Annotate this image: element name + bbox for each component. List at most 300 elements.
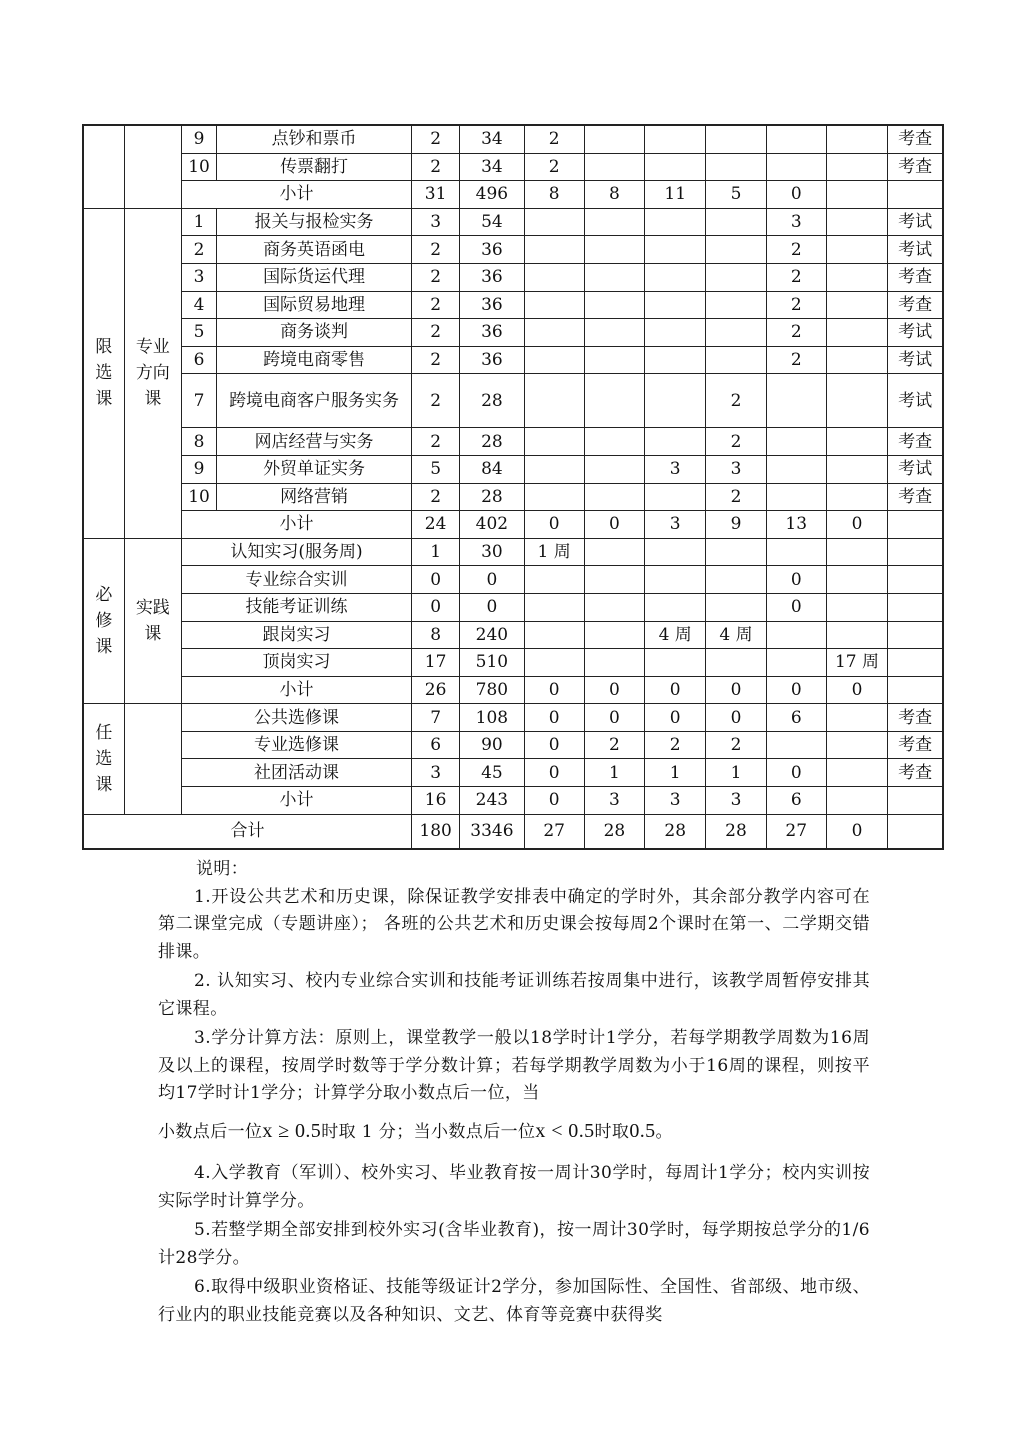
cell-hours: 45	[460, 759, 524, 787]
cell-exam: 考查	[888, 125, 943, 153]
cell-s6	[826, 374, 887, 428]
cell-s3	[645, 538, 706, 566]
course-name: 外贸单证实务	[217, 455, 412, 483]
subtotal-s3: 3	[645, 511, 706, 539]
math-expr-ge: x ≥ 0.5	[262, 1119, 322, 1142]
cell-s4	[706, 263, 766, 291]
note-3-text-c: 时取	[594, 1121, 630, 1142]
cell-hours: 34	[460, 153, 524, 181]
cell-exam: 考试	[888, 319, 943, 347]
course-name: 顶岗实习	[181, 649, 411, 677]
table-row	[83, 649, 943, 677]
cell-credit: 1	[412, 538, 460, 566]
table-row	[83, 759, 943, 787]
note-3: 3.学分计算方法：原则上，课堂教学一般以18学时计1学分，若每学期教学周数为16周及以上的课程，按周学时数等于学分数计算；若每学期教学周数为小于16周的课程，则按平均17学时计1学分；计算学分取小数点后一位，当	[158, 1028, 870, 1103]
subtotal-s5: 6	[766, 787, 826, 815]
table-row	[83, 125, 943, 153]
course-schedule-table	[82, 124, 944, 850]
course-number: 6	[181, 346, 216, 374]
cell-s6	[826, 153, 887, 181]
cell-s2	[584, 374, 644, 428]
note-4: 4.入学教育（军训）、校外实习、毕业教育按一周计30学时，每周计1学分；校内实训按实际学时计算学分。	[158, 1163, 870, 1211]
course-number: 1	[181, 208, 216, 236]
course-name: 技能考证训练	[181, 593, 411, 621]
cell-s6	[826, 346, 887, 374]
course-name: 网店经营与实务	[217, 428, 412, 456]
cell-s4	[706, 319, 766, 347]
note-3-text-b: 时取 1 分；当小数点后一位	[321, 1121, 536, 1142]
cell-exam	[888, 621, 943, 649]
subtotal-row	[83, 181, 943, 209]
subtotal-label: 小计	[181, 181, 411, 209]
cell-s1: 2	[524, 153, 584, 181]
course-name: 传票翻打	[217, 153, 412, 181]
cell-s3	[645, 291, 706, 319]
cell-s5: 2	[766, 291, 826, 319]
cell-credit: 2	[412, 319, 460, 347]
subtotal-credit: 26	[412, 676, 460, 704]
subtotal-hours: 496	[460, 181, 524, 209]
cell-s6	[826, 538, 887, 566]
category-label-practice-char: 课	[144, 624, 162, 644]
table-row	[83, 538, 943, 566]
cell-s1: 2	[524, 125, 584, 153]
course-name: 认知实习(服务周)	[181, 538, 411, 566]
cell-s1	[524, 566, 584, 594]
cell-hours: 108	[460, 704, 524, 732]
course-name: 点钞和票币	[217, 125, 412, 153]
cell-s4	[706, 649, 766, 677]
subtotal-s1: 0	[524, 676, 584, 704]
table-row	[83, 593, 943, 621]
cell-s3	[645, 236, 706, 264]
cell-exam: 考查	[888, 153, 943, 181]
cell-s1	[524, 208, 584, 236]
course-name: 跨境电商零售	[217, 346, 412, 374]
cell-s6	[826, 208, 887, 236]
cell-s5: 0	[766, 759, 826, 787]
cell-s5	[766, 731, 826, 759]
subtotal-hours: 780	[460, 676, 524, 704]
cell-s1: 0	[524, 759, 584, 787]
cell-s6	[826, 125, 887, 153]
course-number: 10	[181, 483, 216, 511]
cell-s1	[524, 428, 584, 456]
cell-exam: 考查	[888, 731, 943, 759]
group-label-required-char: 必	[95, 585, 113, 605]
cell-s6	[826, 704, 887, 732]
cell-s1: 0	[524, 704, 584, 732]
cell-s6	[826, 621, 887, 649]
category-label-practice	[124, 538, 181, 704]
table-row	[83, 291, 943, 319]
cell-hours: 36	[460, 236, 524, 264]
course-number: 7	[181, 374, 216, 428]
cell-s6	[826, 291, 887, 319]
cell-s6	[826, 483, 887, 511]
subtotal-credit: 16	[412, 787, 460, 815]
course-name: 跨境电商客户服务实务	[217, 374, 412, 428]
note-3-text-d: 。	[655, 1121, 673, 1142]
table-row	[83, 319, 943, 347]
cell-s3	[645, 125, 706, 153]
category-label-practice-char: 实践	[135, 598, 170, 618]
group-label-restricted-char: 选	[95, 363, 113, 384]
table-row	[83, 208, 943, 236]
cell-exam: 考查	[888, 428, 943, 456]
subtotal-hours: 243	[460, 787, 524, 815]
group-label-restricted	[83, 208, 124, 538]
cell-s4	[706, 566, 766, 594]
subtotal-label: 小计	[181, 511, 411, 539]
table-row	[83, 428, 943, 456]
cell-exam: 考查	[888, 263, 943, 291]
subtotal-s2: 0	[584, 511, 644, 539]
subtotal-s3: 0	[645, 676, 706, 704]
note-6: 6.取得中级职业资格证、技能等级证计2学分，参加国际性、全国性、省部级、地市级、行业内的职业技能竞赛以及各种知识、文艺、体育等竞赛中获得奖	[158, 1277, 870, 1325]
cell-s3	[645, 428, 706, 456]
cell-exam: 考试	[888, 374, 943, 428]
cell-s5	[766, 649, 826, 677]
course-name: 国际货运代理	[217, 263, 412, 291]
cell-credit: 7	[412, 704, 460, 732]
math-expr-lt: x < 0.5	[535, 1119, 595, 1142]
subtotal-s6	[826, 181, 887, 209]
cell-s6	[826, 319, 887, 347]
cell-exam	[888, 593, 943, 621]
cell-s5: 0	[766, 593, 826, 621]
cell-credit: 2	[412, 236, 460, 264]
cell-s2: 1	[584, 759, 644, 787]
subtotal-s2: 3	[584, 787, 644, 815]
table-row	[83, 153, 943, 181]
subtotal-s1: 0	[524, 787, 584, 815]
cell-s4: 1	[706, 759, 766, 787]
cell-hours: 84	[460, 455, 524, 483]
cell-hours: 90	[460, 731, 524, 759]
cell-s2	[584, 263, 644, 291]
cell-exam	[888, 566, 943, 594]
group-label-optional-char: 任	[95, 722, 113, 743]
total-s5: 27	[766, 814, 826, 849]
cell-hours: 0	[460, 566, 524, 594]
cell-s4: 4 周	[706, 621, 766, 649]
course-number: 8	[181, 428, 216, 456]
subtotal-s2: 0	[584, 676, 644, 704]
cell-s3	[645, 153, 706, 181]
cell-hours: 36	[460, 346, 524, 374]
total-s2: 28	[584, 814, 644, 849]
cell-s2	[584, 538, 644, 566]
cell-s3: 4 周	[645, 621, 706, 649]
note-5: 5.若整学期全部安排到校外实习(含毕业教育)，按一周计30学时，每学期按总学分的1/6 计28学分。	[158, 1220, 870, 1268]
group-label-restricted-char: 课	[95, 389, 113, 410]
cell-credit: 2	[412, 125, 460, 153]
subtotal-s1: 8	[524, 181, 584, 209]
cell-s1: 1 周	[524, 538, 584, 566]
course-name: 跟岗实习	[181, 621, 411, 649]
total-s4: 28	[706, 814, 766, 849]
cell-s2	[584, 291, 644, 319]
cell-s3	[645, 374, 706, 428]
notes-section	[158, 856, 870, 1331]
course-number: 10	[181, 153, 216, 181]
cell-s3: 0	[645, 704, 706, 732]
math-expr-half: 0.5	[629, 1119, 656, 1142]
cell-s4	[706, 208, 766, 236]
notes-title: 说明：	[196, 859, 249, 879]
subtotal-exam	[888, 511, 943, 539]
cell-exam	[888, 538, 943, 566]
cell-s5: 2	[766, 319, 826, 347]
cell-hours: 36	[460, 319, 524, 347]
cell-s3	[645, 319, 706, 347]
cell-s1	[524, 236, 584, 264]
cell-s1	[524, 319, 584, 347]
cell-s6	[826, 236, 887, 264]
cell-s2	[584, 236, 644, 264]
cell-s5	[766, 125, 826, 153]
course-number: 2	[181, 236, 216, 264]
course-name: 专业综合实训	[181, 566, 411, 594]
cell-s3: 2	[645, 731, 706, 759]
cell-credit: 2	[412, 428, 460, 456]
cell-credit: 5	[412, 455, 460, 483]
cell-s3	[645, 566, 706, 594]
subtotal-s1: 0	[524, 511, 584, 539]
cell-s2: 0	[584, 704, 644, 732]
cell-hours: 28	[460, 374, 524, 428]
course-number: 3	[181, 263, 216, 291]
cell-exam: 考试	[888, 455, 943, 483]
cell-s5	[766, 153, 826, 181]
cell-s5	[766, 621, 826, 649]
cell-credit: 17	[412, 649, 460, 677]
cell-s3	[645, 483, 706, 511]
note-2: 2. 认知实习、校内专业综合实训和技能考证训练若按周集中进行，该教学周暂停安排其它课程。	[158, 971, 870, 1019]
subtotal-s4: 0	[706, 676, 766, 704]
cell-s4	[706, 538, 766, 566]
cell-s2	[584, 153, 644, 181]
cell-credit: 6	[412, 731, 460, 759]
group-cell-continued	[83, 125, 124, 208]
subtotal-s4: 3	[706, 787, 766, 815]
cell-credit: 2	[412, 291, 460, 319]
cell-s4: 2	[706, 374, 766, 428]
category-label-major-char: 方向	[135, 363, 170, 384]
subtotal-label: 小计	[181, 676, 411, 704]
cell-s3: 1	[645, 759, 706, 787]
course-name: 商务谈判	[217, 319, 412, 347]
cell-credit: 2	[412, 483, 460, 511]
subtotal-hours: 402	[460, 511, 524, 539]
subtotal-s3: 11	[645, 181, 706, 209]
group-label-required-char: 修	[95, 611, 113, 631]
table-row	[83, 455, 943, 483]
cell-exam: 考试	[888, 236, 943, 264]
cell-s4	[706, 593, 766, 621]
cell-s5	[766, 538, 826, 566]
cell-hours: 28	[460, 428, 524, 456]
table-row	[83, 346, 943, 374]
cell-s6	[826, 593, 887, 621]
cell-exam: 考试	[888, 208, 943, 236]
note-3-text-a: 小数点后一位	[158, 1121, 263, 1142]
cell-s1	[524, 291, 584, 319]
cell-credit: 2	[412, 346, 460, 374]
note-3-math-line	[158, 1118, 870, 1147]
cell-s6	[826, 455, 887, 483]
table-row	[83, 374, 943, 428]
cell-s1	[524, 374, 584, 428]
subtotal-exam	[888, 181, 943, 209]
cell-s1	[524, 455, 584, 483]
cell-s2: 2	[584, 731, 644, 759]
cell-s5: 2	[766, 263, 826, 291]
subtotal-credit: 24	[412, 511, 460, 539]
cell-s4: 0	[706, 704, 766, 732]
cell-s2	[584, 621, 644, 649]
group-label-optional	[83, 704, 124, 814]
cell-s1	[524, 621, 584, 649]
group-label-restricted-char: 限	[95, 337, 113, 358]
cell-s3: 3	[645, 455, 706, 483]
course-number: 9	[181, 125, 216, 153]
category-label-major-char: 专业	[135, 337, 170, 358]
subtotal-credit: 31	[412, 181, 460, 209]
category-label-major-char: 课	[144, 389, 162, 410]
cell-credit: 0	[412, 566, 460, 594]
cell-s1	[524, 593, 584, 621]
cell-s2	[584, 483, 644, 511]
cell-exam	[888, 649, 943, 677]
subtotal-row	[83, 676, 943, 704]
total-s1: 27	[524, 814, 584, 849]
cell-s5	[766, 483, 826, 511]
cell-exam: 考查	[888, 291, 943, 319]
cell-s3	[645, 346, 706, 374]
category-cell-empty	[124, 704, 181, 814]
cell-hours: 28	[460, 483, 524, 511]
table-row	[83, 566, 943, 594]
cell-s6	[826, 731, 887, 759]
total-exam	[888, 814, 943, 849]
total-label: 合计	[83, 814, 412, 849]
subtotal-s2: 8	[584, 181, 644, 209]
cell-credit: 2	[412, 153, 460, 181]
cell-s2	[584, 566, 644, 594]
cell-s6: 17 周	[826, 649, 887, 677]
cell-s4: 2	[706, 483, 766, 511]
cell-exam: 考查	[888, 483, 943, 511]
course-name: 商务英语函电	[217, 236, 412, 264]
subtotal-row	[83, 511, 943, 539]
cell-s2	[584, 649, 644, 677]
course-name: 公共选修课	[181, 704, 411, 732]
cell-credit: 0	[412, 593, 460, 621]
cell-s3	[645, 263, 706, 291]
cell-hours: 36	[460, 263, 524, 291]
subtotal-s3: 3	[645, 787, 706, 815]
cell-s4: 2	[706, 731, 766, 759]
cell-s5	[766, 455, 826, 483]
cell-hours: 30	[460, 538, 524, 566]
cell-s1: 0	[524, 731, 584, 759]
cell-s6	[826, 566, 887, 594]
cell-s6	[826, 428, 887, 456]
subtotal-exam	[888, 676, 943, 704]
cell-credit: 8	[412, 621, 460, 649]
cell-credit: 2	[412, 263, 460, 291]
cell-s2	[584, 208, 644, 236]
note-1: 1.开设公共艺术和历史课，除保证教学安排表中确定的学时外，其余部分教学内容可在第二课堂完成（专题讲座）； 各班的公共艺术和历史课会按每周2个课时在第一、二学期交错排课。	[158, 886, 870, 962]
cell-hours: 240	[460, 621, 524, 649]
subtotal-s5: 13	[766, 511, 826, 539]
cell-s5: 6	[766, 704, 826, 732]
subtotal-s6: 0	[826, 511, 887, 539]
group-label-required-char: 课	[95, 637, 113, 657]
cell-s5	[766, 374, 826, 428]
cell-exam: 考查	[888, 759, 943, 787]
total-credit: 180	[412, 814, 460, 849]
cell-s1	[524, 346, 584, 374]
cell-s6	[826, 263, 887, 291]
cell-s4	[706, 236, 766, 264]
cell-s2	[584, 319, 644, 347]
table-row	[83, 483, 943, 511]
cell-s3	[645, 593, 706, 621]
cell-s1	[524, 483, 584, 511]
table-row	[83, 263, 943, 291]
cell-credit: 3	[412, 759, 460, 787]
course-name: 网络营销	[217, 483, 412, 511]
table-row	[83, 236, 943, 264]
cell-s2	[584, 455, 644, 483]
cell-hours: 510	[460, 649, 524, 677]
table-row	[83, 731, 943, 759]
cell-s2	[584, 428, 644, 456]
cell-s2	[584, 125, 644, 153]
cell-s4	[706, 291, 766, 319]
cell-s4: 2	[706, 428, 766, 456]
course-name: 国际贸易地理	[217, 291, 412, 319]
category-cell-continued	[124, 125, 181, 208]
course-number: 5	[181, 319, 216, 347]
subtotal-exam	[888, 787, 943, 815]
cell-hours: 34	[460, 125, 524, 153]
cell-s5: 2	[766, 346, 826, 374]
course-name: 社团活动课	[181, 759, 411, 787]
subtotal-s6	[826, 787, 887, 815]
cell-s2	[584, 346, 644, 374]
subtotal-s4: 5	[706, 181, 766, 209]
cell-s6	[826, 759, 887, 787]
subtotal-row	[83, 787, 943, 815]
course-number: 9	[181, 455, 216, 483]
cell-s5: 3	[766, 208, 826, 236]
cell-hours: 54	[460, 208, 524, 236]
total-s6: 0	[826, 814, 887, 849]
cell-hours: 36	[460, 291, 524, 319]
cell-s5	[766, 428, 826, 456]
table-row	[83, 704, 943, 732]
course-name: 专业选修课	[181, 731, 411, 759]
subtotal-s5: 0	[766, 181, 826, 209]
group-label-optional-char: 选	[95, 748, 113, 769]
group-label-required	[83, 538, 124, 704]
subtotal-label: 小计	[181, 787, 411, 815]
course-name: 报关与报检实务	[217, 208, 412, 236]
